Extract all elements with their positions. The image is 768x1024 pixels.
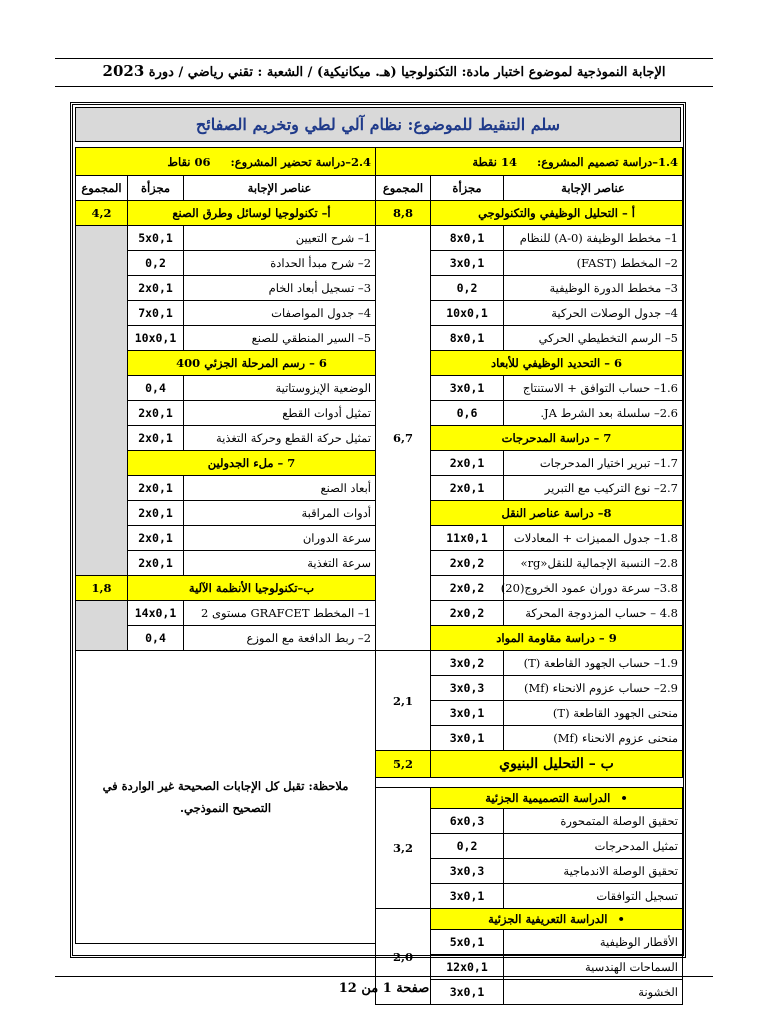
- item-points: 2x0,1: [128, 401, 184, 426]
- item-points: 3x0,1: [431, 251, 504, 276]
- item-text: 1.9– حساب الجهود القاطعة (T): [504, 651, 683, 676]
- item-points: 2x0,1: [431, 476, 504, 501]
- item-points: 3x0,2: [431, 651, 504, 676]
- section-6-title: 6 – رسم المرحلة الجزئي 400: [128, 351, 376, 376]
- section-6-title: 6 – التحديد الوظيفي للأبعاد: [431, 351, 683, 376]
- item-text: 2.8– النسبة الإجمالية للنقل«rg»: [504, 551, 683, 576]
- item-text: سرعة الدوران: [184, 526, 376, 551]
- bullet-icon: •: [617, 912, 625, 926]
- total-empty-cell: [76, 226, 128, 576]
- item-text: 2– المخطط (FAST): [504, 251, 683, 276]
- item-points: 2x0,1: [431, 451, 504, 476]
- item-points: 2x0,2: [431, 551, 504, 576]
- item-text: تحقيق الوصلة المتمحورة: [504, 809, 683, 834]
- item-text: أبعاد الصنع: [184, 476, 376, 501]
- partial-definition-title: [431, 909, 683, 930]
- header-top-rule: [55, 58, 713, 59]
- table-row: [76, 226, 376, 251]
- header-text: الإجابة النموذجية لموضوع اختبار مادة: التكنولوجيا (هـ. ميكانيكية) / الشعبة : تقني رياضي / دورة: [148, 65, 666, 80]
- structural-analysis-table: [375, 787, 683, 1005]
- item-points: 11x0,1: [431, 526, 504, 551]
- item-points: 5x0,1: [431, 930, 504, 955]
- page-title: سلم التنقيط للموضوع: نظام آلي لطي وتخريم الصفائح: [75, 107, 681, 142]
- section-a-total: 8,8: [376, 201, 431, 226]
- item-points: 2x0,2: [431, 576, 504, 601]
- item-points: 0,2: [128, 251, 184, 276]
- item-text: 4– جدول الوصلات الحركية: [504, 301, 683, 326]
- section-a-total: 4,2: [76, 201, 128, 226]
- col-items-header: عناصر الإجابة: [504, 176, 683, 201]
- page-number: صفحة 1 من 12: [338, 981, 430, 996]
- item-points: 6x0,3: [431, 809, 504, 834]
- item-text: 4.8 – حساب المزدوجة المحركة: [504, 601, 683, 626]
- item-text: 3– تسجيل أبعاد الخام: [184, 276, 376, 301]
- partial-definition-label: الدراسة التعريفية الجزئية: [488, 912, 608, 926]
- item-text: 1– شرح التعيين: [184, 226, 376, 251]
- item-text: 5– السير المنطقي للصنع: [184, 326, 376, 351]
- item-text: 2– شرح مبدأ الحدادة: [184, 251, 376, 276]
- section-b-total: 5,2: [376, 751, 431, 778]
- item-points: 3x0,1: [431, 376, 504, 401]
- item-text: 3.8– سرعة دوران عمود الخروج(20): [504, 576, 683, 601]
- item-points: 2x0,1: [128, 276, 184, 301]
- item-text: منحنى عزوم الانحناء (Mf): [504, 726, 683, 751]
- design-section-points: 14 نقطة: [472, 154, 517, 169]
- item-text: 1– مخطط الوظيفة (A-0) للنظام: [504, 226, 683, 251]
- item-text: الوضعية الإيزوستاتية: [184, 376, 376, 401]
- item-text: 2.7– نوع التركيب مع التبرير: [504, 476, 683, 501]
- partial-definition-total: 2,0: [376, 909, 431, 1005]
- item-points: 0,2: [431, 834, 504, 859]
- item-text: تمثيل أدوات القطع: [184, 401, 376, 426]
- item-points: 0,4: [128, 376, 184, 401]
- item-points: 10x0,1: [128, 326, 184, 351]
- item-text: تمثيل المدحرجات: [504, 834, 683, 859]
- item-points: 12x0,1: [431, 955, 504, 980]
- table-row: [76, 601, 376, 626]
- item-text: 3– مخطط الدورة الوظيفية: [504, 276, 683, 301]
- preparation-section-title: 2.4–دراسة تحضير المشروع:: [230, 154, 372, 169]
- item-text: 1.7– تبرير اختيار المدحرجات: [504, 451, 683, 476]
- partial-design-label: الدراسة التصميمية الجزئية: [485, 791, 611, 805]
- item-points: 3x0,3: [431, 859, 504, 884]
- note-text: ملاحظة: تقبل كل الإجابات الصحيحة غير الواردة في التصحيح النموذجي.: [102, 779, 349, 815]
- item-points: 10x0,1: [431, 301, 504, 326]
- item-points: 0,2: [431, 276, 504, 301]
- item-points: 8x0,1: [431, 226, 504, 251]
- table-row: [376, 226, 683, 251]
- header-bottom-rule: [55, 86, 713, 87]
- item-points: 3x0,3: [431, 676, 504, 701]
- item-points: 3x0,1: [431, 726, 504, 751]
- col-points-header: مجزأة: [431, 176, 504, 201]
- total-empty-cell: [76, 601, 128, 651]
- section-a-title: أ– تكنولوجيا لوسائل وطرق الصنع: [128, 201, 376, 226]
- item-points: 3x0,1: [431, 980, 504, 1005]
- header-year: 2023: [102, 62, 145, 80]
- preparation-study-table: [75, 147, 376, 944]
- item-text: سرعة التغذية: [184, 551, 376, 576]
- item-text: 1.6– حساب التوافق + الاستنتاج: [504, 376, 683, 401]
- item-text: 2.9– حساب عزوم الانحناء (Mf): [504, 676, 683, 701]
- item-text: السماحات الهندسية: [504, 955, 683, 980]
- partial-design-title: [431, 788, 683, 809]
- section-b-title: ب–تكنولوجيا الأنظمة الآلية: [128, 576, 376, 601]
- item-points: 8x0,1: [431, 326, 504, 351]
- item-text: 2.6– سلسلة بعد الشرط JA.: [504, 401, 683, 426]
- item-points: 0,4: [128, 626, 184, 651]
- item-points: 2x0,2: [431, 601, 504, 626]
- item-points: 3x0,1: [431, 884, 504, 909]
- item-text: تمثيل حركة القطع وحركة التغذية: [184, 426, 376, 451]
- table-row: [376, 651, 683, 676]
- section-b-title: ب – التحليل البنيوي: [431, 751, 683, 778]
- block-total: 6,7: [376, 226, 431, 651]
- item-points: 2x0,1: [128, 501, 184, 526]
- col-items-header: عناصر الإجابة: [184, 176, 376, 201]
- preparation-section-points: 06 نقاط: [167, 154, 211, 169]
- item-text: تحقيق الوصلة الاندماجية: [504, 859, 683, 884]
- section-7-title: 7 – ملء الجدولين: [128, 451, 376, 476]
- item-points: 0,6: [431, 401, 504, 426]
- preparation-section-header: [76, 148, 376, 176]
- bullet-icon: •: [620, 791, 628, 805]
- partial-design-total: 3,2: [376, 788, 431, 909]
- col-total-header: المجموع: [76, 176, 128, 201]
- col-points-header: مجزأة: [128, 176, 184, 201]
- item-points: 2x0,1: [128, 476, 184, 501]
- item-points: 2x0,1: [128, 526, 184, 551]
- item-text: الخشونة: [504, 980, 683, 1005]
- item-text: تسجيل التوافقات: [504, 884, 683, 909]
- design-study-table: [375, 147, 683, 778]
- item-points: 2x0,1: [128, 551, 184, 576]
- item-text: 2– ربط الدافعة مع الموزع: [184, 626, 376, 651]
- item-text: 4– جدول المواصفات: [184, 301, 376, 326]
- section-a-title: أ – التحليل الوظيفي والتكنولوجي: [431, 201, 683, 226]
- item-text: أدوات المراقبة: [184, 501, 376, 526]
- item-text: 1.8– جدول المميزات + المعادلات: [504, 526, 683, 551]
- item-points: 2x0,1: [128, 426, 184, 451]
- col-total-header: المجموع: [376, 176, 431, 201]
- section-7-title: 7 – دراسة المدحرجات: [431, 426, 683, 451]
- section-9-total: 2,1: [376, 651, 431, 751]
- item-text: 5– الرسم التخطيطي الحركي: [504, 326, 683, 351]
- section-8-title: 8– دراسة عناصر النقل: [431, 501, 683, 526]
- item-points: 14x0,1: [128, 601, 184, 626]
- design-section-header: [376, 148, 683, 176]
- item-text: منحنى الجهود القاطعة (T): [504, 701, 683, 726]
- item-points: 7x0,1: [128, 301, 184, 326]
- item-points: 5x0,1: [128, 226, 184, 251]
- item-text: الأقطار الوظيفية: [504, 930, 683, 955]
- design-section-title: 1.4–دراسة تصميم المشروع:: [536, 154, 678, 169]
- item-points: 3x0,1: [431, 701, 504, 726]
- note-cell: [76, 651, 376, 944]
- item-text: 1– المخطط GRAFCET مستوى 2: [184, 601, 376, 626]
- footer-rule: [55, 976, 713, 977]
- section-9-title: 9 – دراسة مقاومة المواد: [431, 626, 683, 651]
- document-header: [55, 62, 713, 86]
- section-b-total: 1,8: [76, 576, 128, 601]
